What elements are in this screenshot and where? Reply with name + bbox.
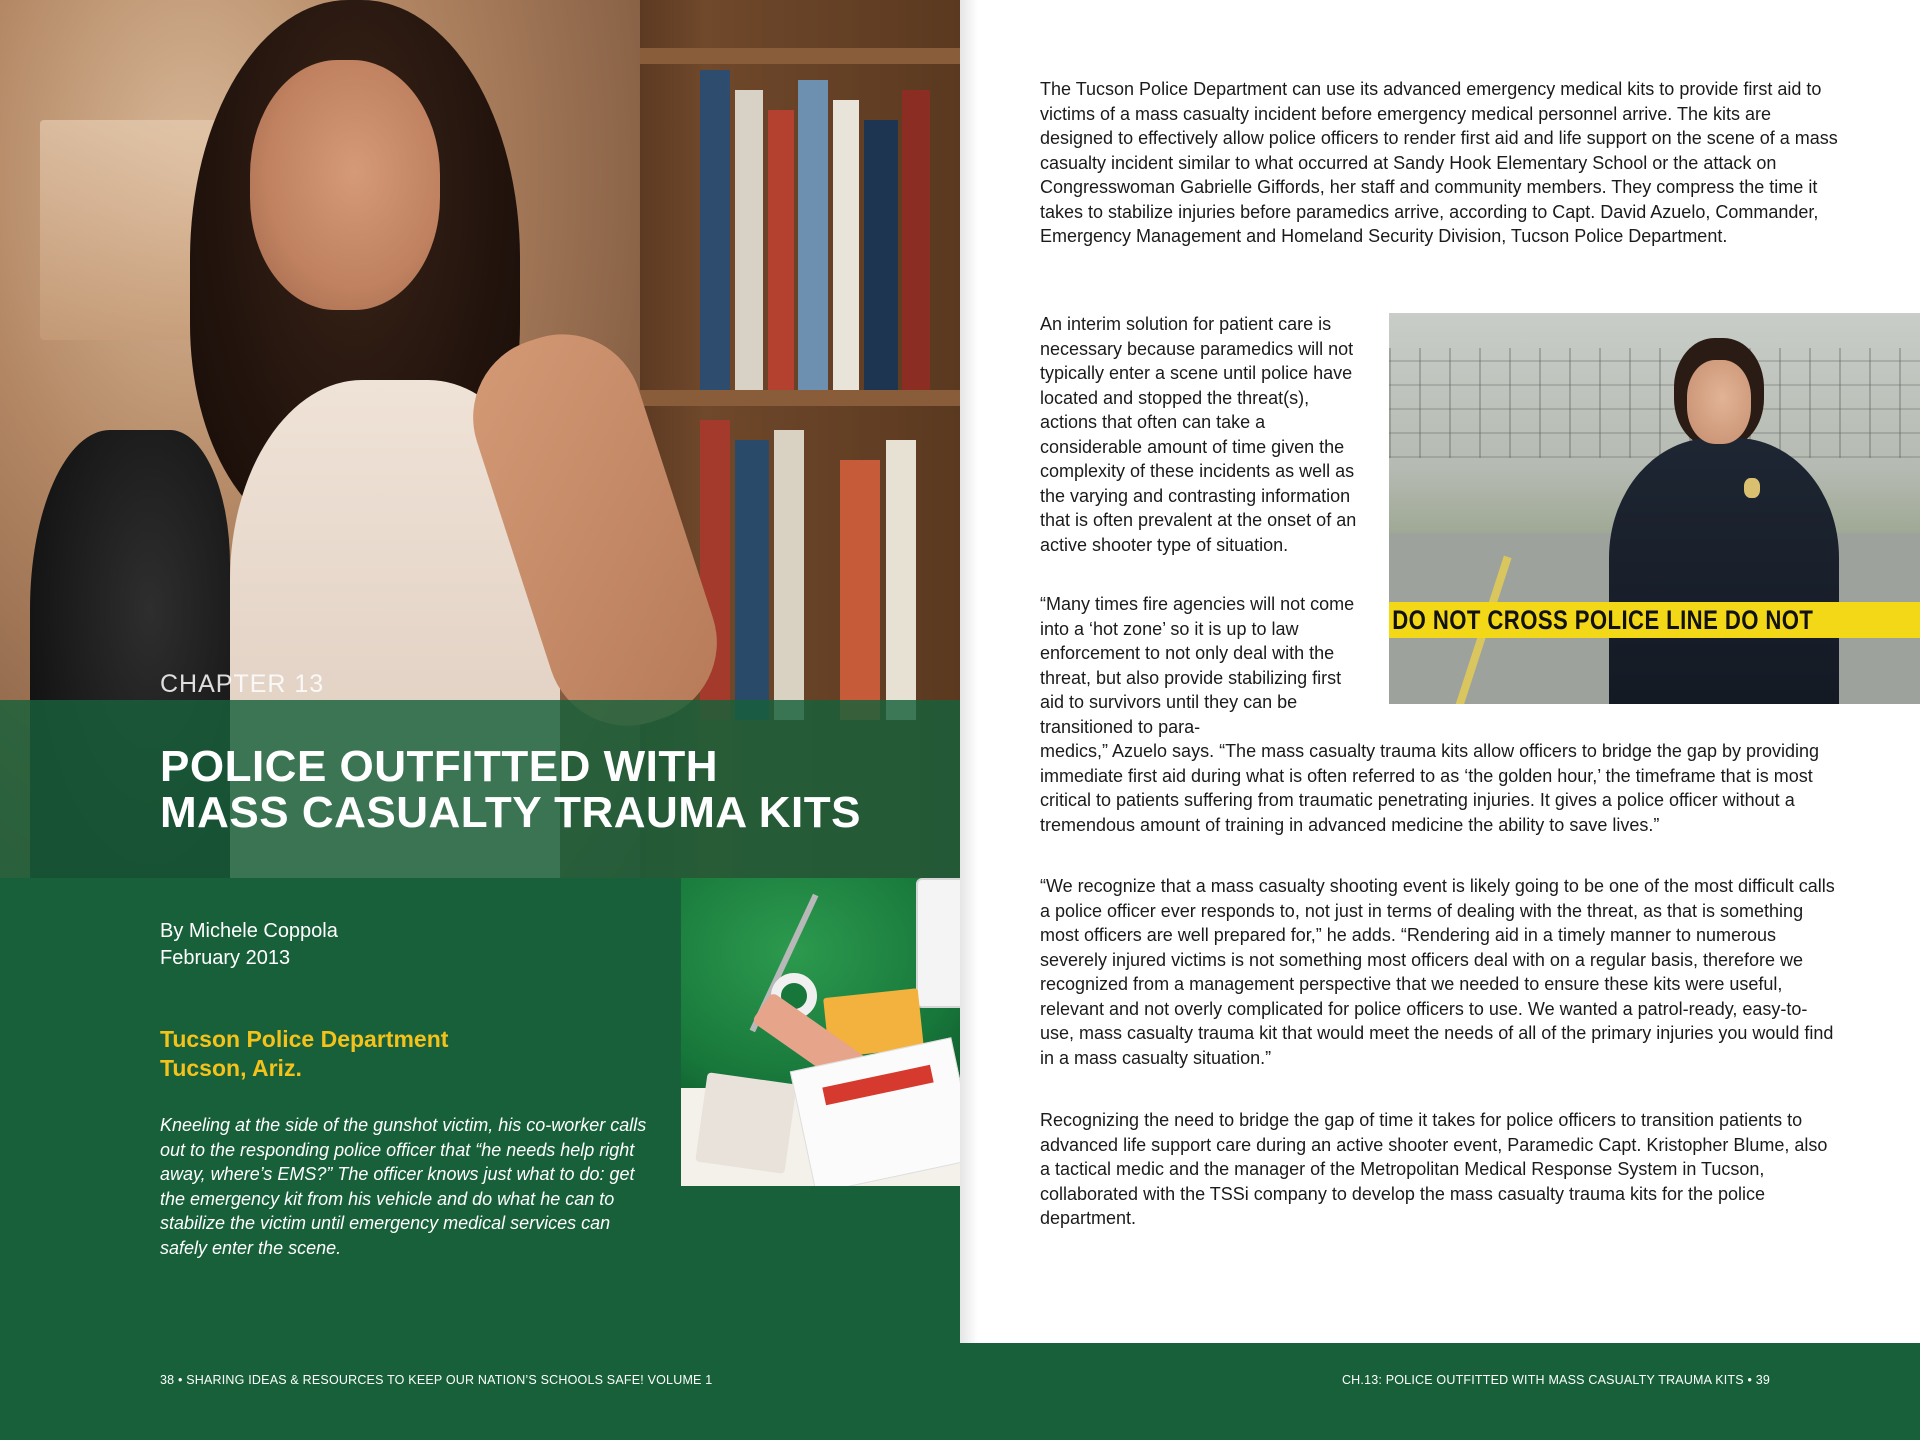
body-paragraph-2: An interim solution for patient care is necessary because paramedics will not typically enter a scene until police have located and stopped the threat(s), actions that often can take a considerable amount of time given the complexity of these incidents as well as the varying and contrasting information that is often prevalent at the onset of an active shooter type of situation.: [1040, 314, 1357, 555]
trauma-kit-photo: [681, 878, 960, 1186]
footer-left: 38 • SHARING IDEAS & RESOURCES TO KEEP OUR NATION’S SCHOOLS SAFE! VOLUME 1: [160, 1373, 713, 1387]
book: [886, 440, 916, 720]
department-location: Tucson, Ariz.: [160, 1055, 302, 1081]
footer-right: CH.13: POLICE OUTFITTED WITH MASS CASUALTY TRAUMA KITS • 39: [1341, 1373, 1770, 1387]
byline-date: February 2013: [160, 947, 291, 969]
department-name: Tucson Police Department: [160, 1026, 449, 1052]
shelf-board: [640, 48, 960, 64]
police-badge: [1744, 478, 1760, 498]
byline-author: By Michele Coppola: [160, 920, 338, 942]
right-page: [960, 0, 1920, 1440]
officer-face: [1687, 360, 1751, 444]
body-paragraph-3: [1040, 592, 1850, 837]
police-tape-text: DO NOT CROSS POLICE LINE DO NOT: [1392, 604, 1814, 635]
byline: [160, 918, 338, 972]
body-paragraph-3-continued: medics,” Azuelo says. “The mass casualty trauma kits allow officers to bridge the gap by providing immediate first aid during what is often referred to as ‘the golden hour,’ the timeframe that is most critical to patients suffering from traumatic penetrating injuries. It gives a police officer without a tremendous amount of training in advanced medicine the ability to save lives.”: [1040, 741, 1820, 835]
pill-pack: [695, 1072, 797, 1174]
chapter-label: CHAPTER 13: [160, 670, 325, 698]
book: [735, 440, 769, 720]
body-paragraph-5: Recognizing the need to bridge the gap of time it takes for police officers to transition patients to advanced life support care during an active shooter event, Paramedic Capt. Kristopher Blume, also a tactical medic and the manager of the Metropolitan Medical Response System in Tucson, collaborated with the TSSi company to develop the mass casualty trauma kits for the police department.: [1040, 1110, 1828, 1228]
book: [798, 80, 828, 390]
body-paragraph-1: The Tucson Police Department can use its advanced emergency medical kits to provide first aid to victims of a mass casualty incident before emergency medical personnel arrive. The kits are designed to effectively allow police officers to render first aid and life support on the scene of a mass casualty incident similar to what occurred at Sandy Hook Elementary School or the attack on Congresswoman Gabrielle Giffords, her staff and community members. They compress the time it takes to stabilize injuries before paramedics arrive, according to Capt. David Azuelo, Commander, Emergency Management and Homeland Security Division, Tucson Police Department.: [1040, 79, 1838, 246]
book: [840, 460, 880, 720]
face: [250, 60, 440, 310]
book: [735, 90, 763, 390]
gutter-shadow: [960, 0, 978, 1440]
body-paragraph-4: “We recognize that a mass casualty shooting event is likely going to be one of the most difficult calls a police officer ever responds to, not just in terms of dealing with the threat, as that is something most officers are well prepared for,” he adds. “Rendering aid in a timely manner to numerous severely injured victims is not something most officers deal with on a regular basis, therefore we recognized from a management perspective that we needed to ensure these kits were useful, relevant and not overly complicated for police officers to use. We wanted a patrol-ready, easy-to-use, mass casualty trauma kit that would meet the needs of all of the primary injuries you would find in a mass casualty situation.”: [1040, 876, 1835, 1068]
book: [774, 430, 804, 720]
book: [833, 100, 859, 390]
title-line: POLICE OUTFITTED WITH: [160, 742, 719, 791]
shelf-board: [640, 390, 960, 406]
book: [902, 90, 930, 390]
article-title: [160, 744, 920, 836]
title-line: MASS CASUALTY TRAUMA KITS: [160, 788, 862, 837]
footer-band: [960, 1343, 1920, 1440]
body-paragraph-3-wrapped: “Many times fire agencies will not come into a ‘hot zone’ so it is up to law enforcement to not only deal with the threat, but also provide stabilizing first aid to survivors until they can be transitioned to para-: [1040, 594, 1355, 737]
department-heading: [160, 1025, 448, 1083]
alcohol-bottle: [916, 878, 960, 1008]
lead-paragraph: Kneeling at the side of the gunshot victim, his co-worker calls out to the responding police officer that “he needs help right away, where’s EMS?” The officer knows just what to do: get the emergency kit from his vehicle and do what he can to stabilize the victim until emergency medical services can safely enter the scene.: [160, 1115, 647, 1258]
book: [768, 110, 794, 390]
book: [864, 120, 898, 390]
book: [700, 70, 730, 390]
